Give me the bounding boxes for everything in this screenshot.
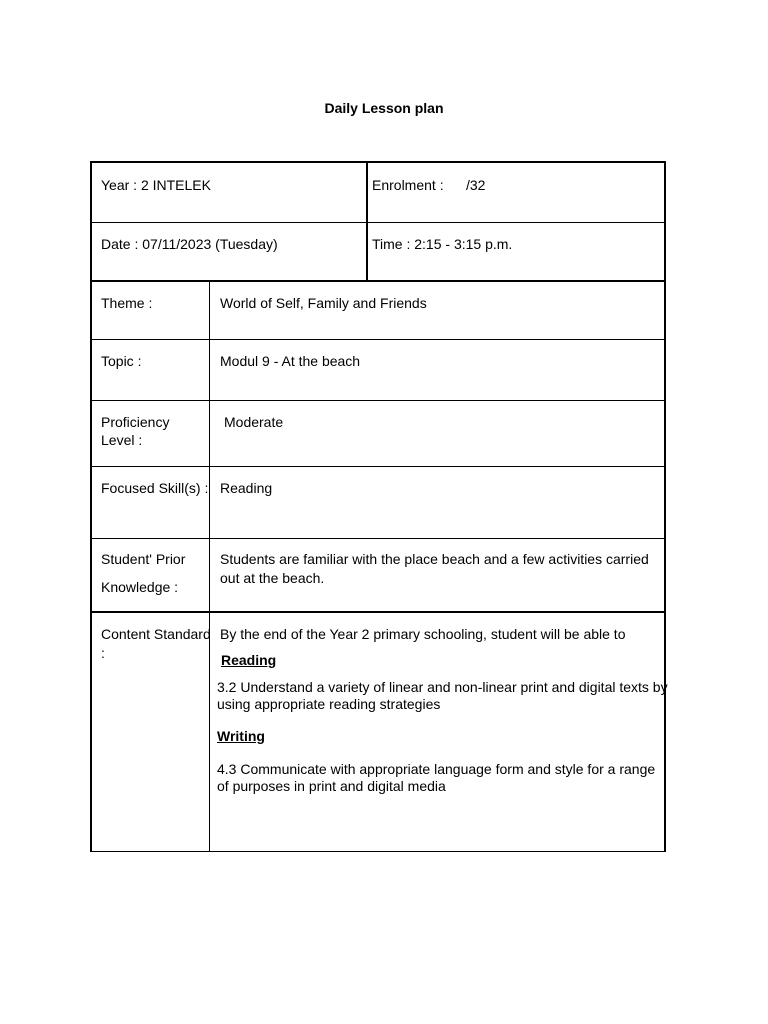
row-divider [90, 611, 666, 613]
table-border-left [90, 161, 92, 852]
row-divider [90, 538, 666, 539]
enrolment-value: /32 [466, 177, 486, 193]
enrolment-label: Enrolment : [372, 177, 444, 193]
row-divider [90, 280, 666, 282]
row-divider [90, 400, 666, 401]
table-border-right [664, 161, 666, 852]
table-border-bottom [90, 851, 666, 852]
focused-skill-label: Focused Skill(s) : [101, 480, 209, 496]
row-divider [90, 222, 666, 223]
column-divider-header [366, 161, 368, 282]
reading-standard-line2: using appropriate reading strategies [217, 696, 441, 712]
year-class: Year : 2 INTELEK [101, 177, 211, 193]
page-title: Daily Lesson plan [324, 100, 444, 116]
row-divider [90, 466, 666, 467]
prior-knowledge-value-line1: Students are familiar with the place beach and a few activities carried [220, 551, 649, 567]
proficiency-label-line1: Proficiency [101, 414, 170, 430]
proficiency-value: Moderate [224, 414, 284, 430]
topic-value: Modul 9 - At the beach [220, 353, 361, 369]
writing-standard-line1: 4.3 Communicate with appropriate language form and style for a range [217, 761, 656, 777]
table-border-top [90, 161, 666, 163]
row-divider [90, 339, 666, 340]
theme-label: Theme : [101, 295, 153, 311]
writing-standard-line2: of purposes in print and digital media [217, 778, 446, 794]
prior-knowledge-label-line2: Knowledge : [101, 579, 179, 595]
content-standard-intro: By the end of the Year 2 primary schooling, student will be able to [220, 626, 626, 642]
reading-standard-line1: 3.2 Understand a variety of linear and non-linear print and digital texts by [217, 679, 668, 695]
proficiency-label-line2: Level : [101, 432, 143, 448]
lesson-date: Date : 07/11/2023 (Tuesday) [101, 236, 278, 252]
prior-knowledge-value-line2: out at the beach. [220, 570, 325, 586]
prior-knowledge-label-line1: Student' Prior [101, 551, 186, 567]
theme-value: World of Self, Family and Friends [220, 295, 427, 311]
content-standard-label-line2: : [101, 645, 105, 661]
writing-heading: Writing [217, 728, 265, 744]
lesson-time: Time : 2:15 - 3:15 p.m. [372, 236, 513, 252]
topic-label: Topic : [101, 353, 142, 369]
column-divider-body [209, 280, 210, 852]
focused-skill-value: Reading [220, 480, 273, 496]
content-standard-label-line1: Content Standard [101, 626, 211, 642]
reading-heading: Reading [221, 652, 277, 668]
